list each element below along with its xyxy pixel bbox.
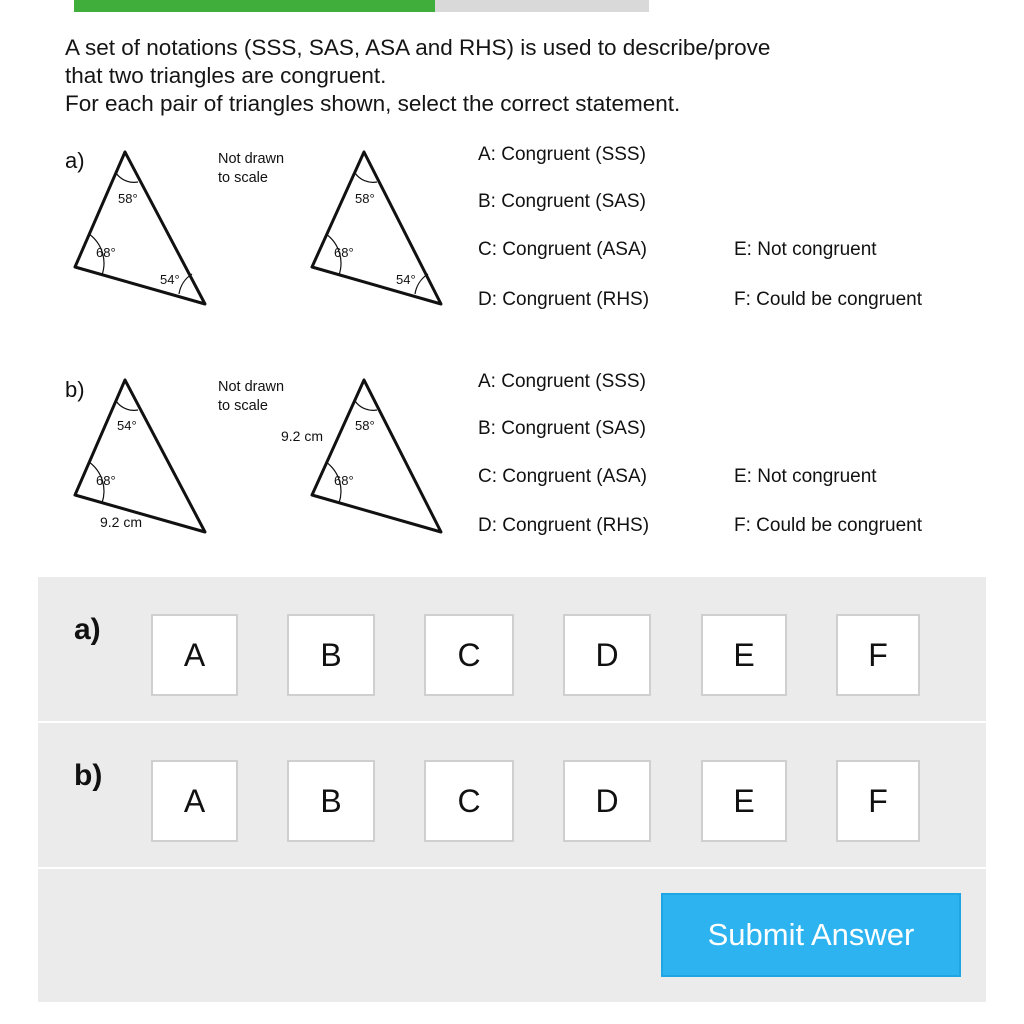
part-b-label: b) [65,377,85,402]
angle-label: 58° [118,191,138,206]
choice-a-A[interactable]: A [151,614,238,696]
option-text: A: Congruent (SSS) [478,371,646,392]
angle-label: 54° [160,272,180,287]
angle-label: 68° [96,245,116,260]
progress-bar-fill [74,0,435,12]
progress-bar [74,0,649,12]
option-text: B: Congruent (SAS) [478,418,646,439]
choice-b-D[interactable]: D [563,760,651,842]
scale-note: to scale [218,170,268,186]
part-a-label: a) [65,148,85,173]
triangle-b-1 [75,380,205,532]
answer-panel [38,577,986,1002]
answer-row-a [38,577,986,722]
question-text [65,34,945,118]
choice-a-F[interactable]: F [836,614,920,696]
choice-a-B[interactable]: B [287,614,375,696]
choice-a-E[interactable]: E [701,614,787,696]
choice-b-F[interactable]: F [836,760,920,842]
angle-label: 58° [355,418,375,433]
choice-b-B[interactable]: B [287,760,375,842]
option-text: F: Could be congruent [734,289,923,310]
option-text: C: Congruent (ASA) [478,466,647,487]
scale-note: Not drawn [218,151,285,167]
choice-b-E[interactable]: E [701,760,787,842]
option-text: D: Congruent (RHS) [478,289,650,310]
scale-note: Not drawn [218,379,285,395]
answer-row-label: b) [74,759,103,792]
choice-b-A[interactable]: A [151,760,238,842]
option-text: A: Congruent (SSS) [478,144,646,165]
choice-a-C[interactable]: C [424,614,514,696]
option-text: B: Congruent (SAS) [478,191,646,212]
side-label: 9.2 cm [281,428,324,444]
option-text: E: Not congruent [734,239,877,260]
angle-label: 54° [117,418,137,433]
question-diagram [0,130,1024,570]
question-line-3: For each pair of triangles shown, select the correct statement. [65,91,681,116]
row-divider [38,867,986,869]
angle-label: 68° [334,245,354,260]
angle-label: 58° [355,191,375,206]
question-line-1: A set of notations (SSS, SAS, ASA and RHS) is used to describe/prove [65,35,771,60]
choice-a-D[interactable]: D [563,614,651,696]
option-text: E: Not congruent [734,466,877,487]
answer-row-b [38,723,986,868]
side-label: 9.2 cm [100,514,143,530]
option-text: D: Congruent (RHS) [478,515,650,536]
angle-label: 68° [96,473,116,488]
option-text: F: Could be congruent [734,515,923,536]
angle-label: 54° [396,272,416,287]
option-text: C: Congruent (ASA) [478,239,647,260]
choice-b-C[interactable]: C [424,760,514,842]
triangle-b-2 [281,380,441,532]
submit-answer-button[interactable]: Submit Answer [661,893,961,977]
question-line-2: that two triangles are congruent. [65,63,387,88]
triangle-a-2 [312,152,441,304]
answer-row-label: a) [74,613,101,646]
angle-label: 68° [334,473,354,488]
triangle-a-1 [75,152,205,304]
scale-note: to scale [218,398,268,414]
